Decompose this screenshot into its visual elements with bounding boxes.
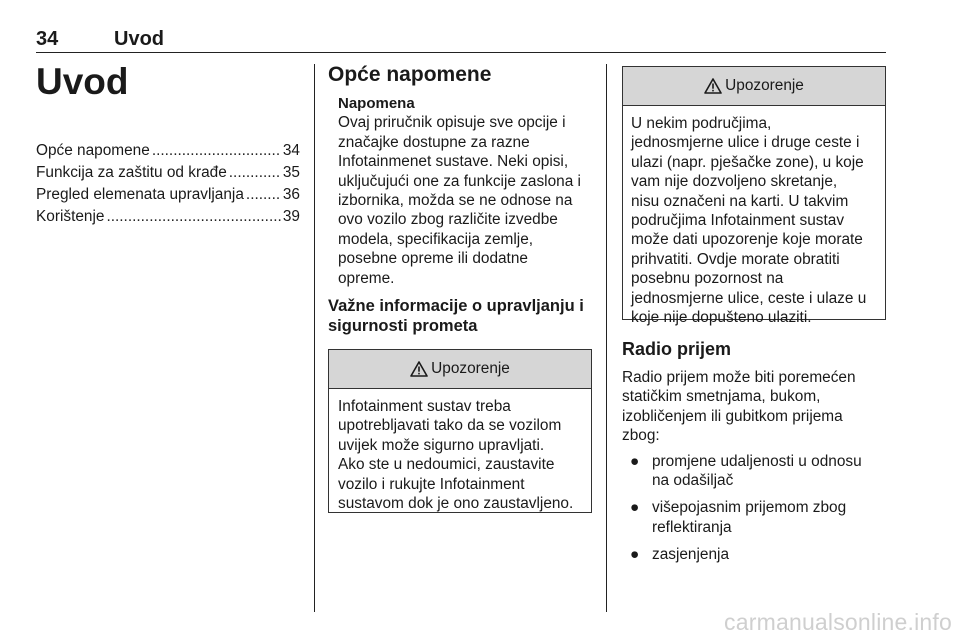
toc-entry-label: Pregled elemenata upravljanja [36,186,244,203]
warning-line: vozilo i rukujte Infotainment [338,475,525,493]
warning-title: Upozorenje [431,360,510,378]
warning-triangle-icon [410,361,428,377]
list-item-line: višepojasnim prijemom zbog [652,499,847,517]
warning-line: ulazi (napr. pješačke zone), u koje [631,153,864,171]
toc-entry-label: Funkcija za zaštitu od krađe [36,164,227,181]
page-number: 34 [36,28,59,50]
subheading-line: sigurnosti prometa [328,317,478,336]
warning-line: vam nije dozvoljeno skretanje, [631,173,838,191]
warning-line: U nekim područjima, [631,115,772,132]
note-line: uključujući one za funkcije zaslona i [338,172,581,190]
warning-box-navigation [622,66,886,327]
toc-entry-page: 35 [282,164,300,181]
warning-line: Infotainment sustav treba [338,398,511,416]
paragraph-line: statičkim smetnjama, bukom, [622,388,821,406]
toc-leader-dots [106,206,280,228]
list-item-line: na odašiljač [652,472,734,490]
chapter-title: Uvod [36,61,129,102]
warning-line: područjima Infotainment sustav [631,212,845,230]
note-line: opreme. [338,269,395,287]
cause-list [622,452,886,565]
section-heading-radio-prijem: Radio prijem [622,339,732,359]
toc-entry-koristenje[interactable] [36,206,300,228]
paragraph-line: izobličenjem ili gubitkom prijema [622,407,843,425]
warning-line: Ako ste u nedoumici, zaustavite [338,456,555,474]
toc-leader-dots [229,162,281,184]
list-item [622,498,886,537]
warning-line: upotrebljavati tako da se vozilom [338,417,562,435]
bullet-marker: ● [630,452,640,470]
toc-entry-label: Korištenje [36,208,105,225]
warning-line: posebnu pozornost na [631,270,784,288]
toc-entry-page: 39 [282,208,300,225]
subheading-vazne-informacije [328,296,592,336]
note-title: Napomena [338,95,415,112]
warning-box-safety [328,349,592,513]
table-of-contents [36,140,300,228]
warning-line: sustavom dok je ono zaustavljeno. [338,495,574,513]
watermark: carmanualsonline.info [724,609,952,635]
warning-title: Upozorenje [725,77,804,94]
list-item [622,545,886,564]
toc-leader-dots [152,140,281,162]
warning-line: prihvatiti. Ovdje morate obratiti [631,250,840,268]
page-header [36,28,886,52]
warning-body [623,106,885,336]
column-divider-1 [314,64,315,612]
section-heading-opce-napomene: Opće napomene [328,63,492,86]
column-1 [36,60,300,228]
warning-line: jednosmjerne ulice i druge ceste i [631,134,860,152]
toc-entry-page: 36 [282,186,300,203]
toc-leader-dots [246,184,281,206]
toc-entry-pregled-elemenata[interactable] [36,184,300,206]
subheading-line: Važne informacije o upravljanju i [328,297,584,316]
warning-line: koje nije dopušteno ulaziti. [631,309,812,327]
note-line: ovo vozilo zbog različite izvedbe [338,211,558,229]
bullet-marker: ● [630,499,640,517]
toc-entry-zastita-od-krade[interactable] [36,162,300,184]
header-divider [36,52,886,53]
note-line: modela, specifikacija zemlje, [338,230,534,248]
warning-header [623,67,885,106]
paragraph-line: Radio prijem može biti poremećen [622,369,856,386]
list-item-line: zasjenjenja [652,546,730,564]
paragraph-line: zbog: [622,427,660,445]
warning-body [329,389,591,522]
warning-header [329,350,591,389]
note-line: značajke dostupne za razne [338,133,530,151]
radio-paragraph [622,368,886,446]
warning-line: jednosmjerne ulice, ceste i ulaze u [631,289,867,307]
warning-line: nisu označeni na karti. U takvim [631,192,849,210]
list-item-line: reflektiranja [652,518,732,536]
note-line: posebne opreme ili dodatne [338,250,528,268]
note-box [328,94,592,288]
running-section-title: Uvod [114,28,164,50]
list-item-line: promjene udaljenosti u odnosu [652,452,862,470]
warning-line: može dati upozorenje koje morate [631,231,863,249]
warning-line: uvijek može sigurno upravljati. [338,436,545,454]
note-line: izbornika, možda se ne odnose na [338,192,573,210]
list-item [622,452,886,491]
note-line: Infotainmenet sustave. Neki opisi, [338,153,569,171]
column-3 [622,60,886,573]
toc-entry-label: Opće napomene [36,142,150,159]
column-divider-2 [606,64,607,612]
column-2 [328,60,592,513]
bullet-marker: ● [630,546,640,564]
toc-entry-opce-napomene[interactable] [36,140,300,162]
toc-entry-page: 34 [282,142,300,159]
note-line: Ovaj priručnik opisuje sve opcije i [338,114,566,132]
warning-triangle-icon [704,78,722,94]
